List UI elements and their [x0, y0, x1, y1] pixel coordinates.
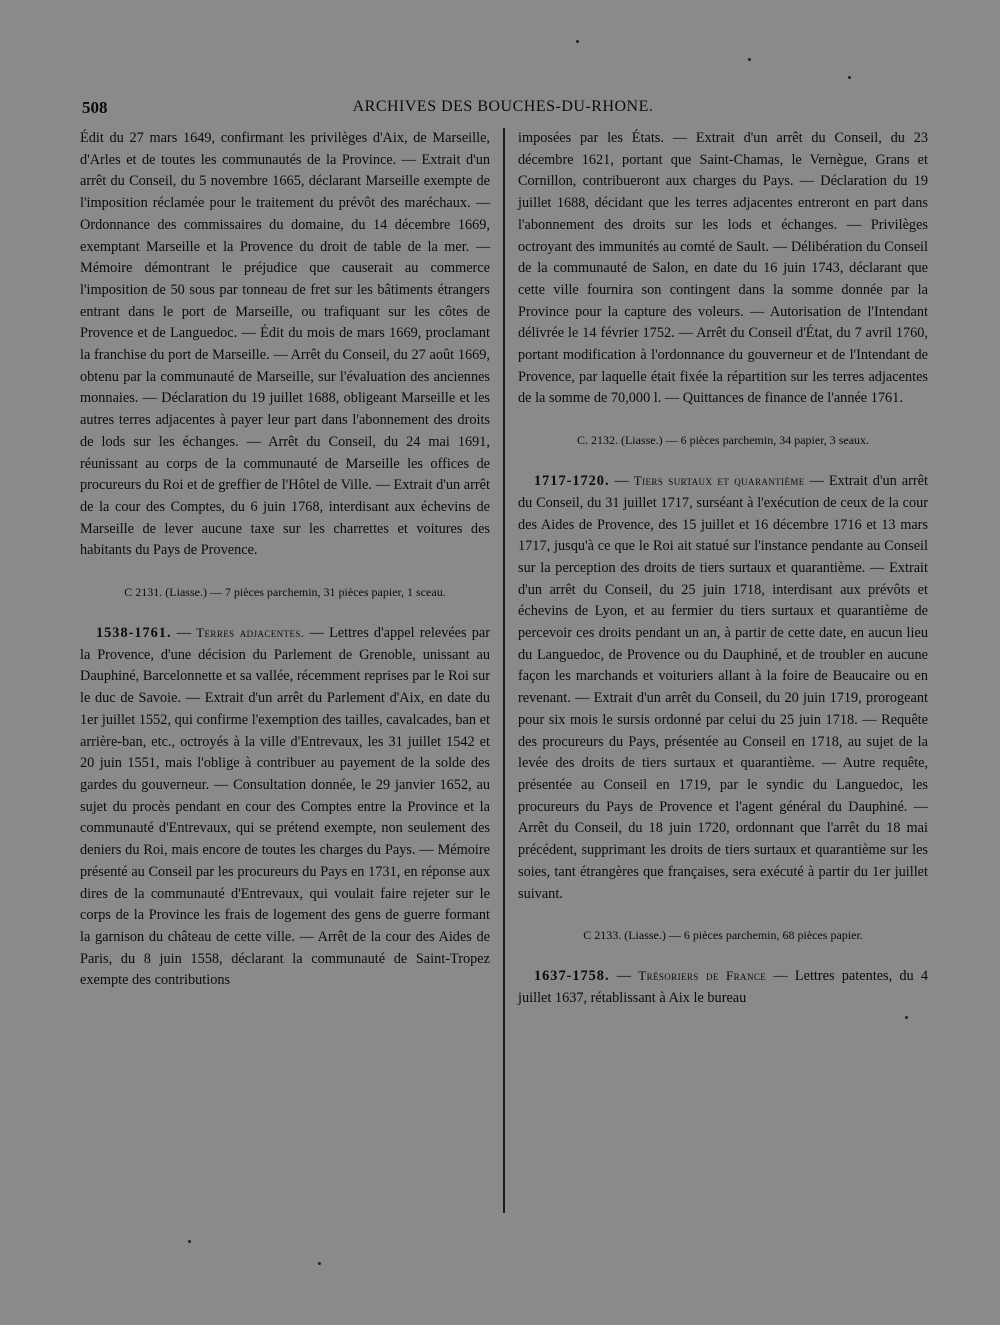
entry-tresoriers-de-france: 1637-1758. — Trésoriers de France — Lettres patentes, du 4 juillet 1637, rétablissant à Aix le bureau [518, 968, 929, 1006]
scan-speck [318, 1262, 321, 1265]
page-header [82, 98, 924, 124]
scan-speck [905, 1016, 908, 1019]
left-column [80, 128, 490, 992]
running-title: ARCHIVES DES BOUCHES-DU-RHONE. [352, 98, 654, 115]
cote-2133: C 2133. (Liasse.) — 6 pièces parchemin, 68 pièces papier. [583, 928, 863, 943]
cote-2131: C 2131. (Liasse.) — 7 pièces parchemin, 31 pièces papier, 1 sceau. [124, 585, 446, 600]
cote-2132: C. 2132. (Liasse.) — 6 pièces parchemin, 34 papier, 3 seaux. [576, 433, 870, 448]
entry-title: Tiers surtaux et quarantième [633, 473, 805, 489]
page-number: 508 [82, 98, 108, 117]
entry-date: 1538-1761. [96, 625, 172, 642]
entry-title: Terres adjacentes. [196, 625, 305, 641]
column-divider [503, 128, 505, 1213]
entry-terres-adjacentes: 1538-1761. — Terres adjacentes. — Lettres d'appel relevées par la Provence, d'une décision du Parlement de Grenoble, unissant au Dauphiné, Barcelonnette et sa vallée, récemment reprises par le Roi sur le duc de Savoie. — Extrait d'un arrêt du Parlement d'Aix, en date du 1er juillet 1552, qui confirme l'exemption des tailles, cavalcades, ban et arrière-ban, etc., octroyés à la ville d'Entrevaux, les 31 juillet 1542 et 20 juin 1551, mais l'oblige à contribuer au payement de la solde des gardes du gouverneur. — Consultation donnée, le 29 janvier 1652, au sujet du procès pendant en cour des Comptes entre la Province et la communauté d'Entrevaux, qui se prétend exempte, non seulement des deniers du Roi, mais encore de toutes les charges du Pays. — Mémoire présenté au Conseil par les procureurs du Pays en 1731, en réponse aux dires de la communauté d'Entrevaux, qui voulait faire rejeter sur le corps de la Province les frais de logement des gens de guerre formant la garnison du château de cette ville. — Arrêt de la cour des Aides de Paris, du 8 juin 1558, déclarant la communauté de Saint-Tropez exempte des contributions [80, 625, 491, 989]
scan-speck [748, 58, 751, 61]
entry-body: Extrait d'un arrêt du Conseil, du 31 juillet 1717, surséant à l'exécution de ceux de la cour des Aides de Provence, des 15 juillet et 16 décembre 1716 et 13 mars 1717, jusqu'à ce que le Roi ait statué sur l'instance pendante au Conseil sur la perception des droits de tiers surtaux et quarantième. — Extrait d'un arrêt du Conseil, du 25 juin 1718, interdisant aux prévôts et échevins de Lyon, et au fermier du tiers surtaux et quarantième de percevoir ces droits pendant un an, à partir de cette date, en aucun lieu du Languedoc, de Provence ou du Dauphiné, et de troubler en aucune façon les marchands et voituriers allant à la foire de Beaucaire ou en revenant. — Extrait d'un arrêt du Conseil, du 20 juin 1719, prorogeant pour six mois le sursis ordonné par celui du 25 juin 1718. — Requête des procureurs du Pays, présentée au Conseil en 1718, au sujet de la levée des droits de tiers surtaux et quarantième. — Autre requête, présentée au Conseil en 1719, par le syndic du Languedoc, les procureurs du Pays de Provence et l'agent général du Dauphiné. — Arrêt du Conseil, du 18 juin 1720, ordonnant que l'arrêt du 18 mai précédent, supprimant les droits de tiers surtaux et quarantième sur les soies, tant étrangères que françaises, sera exécuté à partir du 1er juillet suivant. [518, 473, 928, 902]
continuation-paragraph: Édit du 27 mars 1649, confirmant les privilèges d'Aix, de Marseille, d'Arles et de toutes les communautés de la Province. — Extrait d'un arrêt du Conseil, du 5 novembre 1665, déclarant Marseille exempte de l'imposition réclamée pour le traitement du prévôt des maréchaux. — Ordonnance des commissaires du domaine, du 14 décembre 1669, exemptant Marseille et la Provence du droit de table de la mer. — Mémoire démontrant le préjudice que causerait au commerce l'imposition de 50 sous par tonneau de fret sur les bâtiments étrangers entrant dans le port de Marseille, ou trafiquant sur les côtes de Provence et de Languedoc. — Édit du mois de mars 1669, proclamant la franchise du port de Marseille. — Arrêt du Conseil, du 27 août 1669, obtenu par la communauté de Marseille, sur l'évaluation des anciennes monnaies. — Déclaration du 19 juillet 1688, obligeant Marseille et les autres terres adjacentes à payer leur part dans l'abonnement des droits de lods sur les échanges. — Arrêt du Conseil, du 24 mai 1691, réunissant au corps de la communauté de Marseille les offices de procureurs du Roi et de greffier de l'Hôtel de Ville. — Extrait d'un arrêt de la cour des Comptes, du 6 juin 1768, interdisant aux échevins de Marseille de lever aucune taxe sur les charrettes et voitures des habitants du Pays de Provence. [80, 130, 490, 559]
scan-speck [576, 40, 579, 43]
continuation-paragraph: imposées par les États. — Extrait d'un arrêt du Conseil, du 23 décembre 1621, portant que Saint-Chamas, le Vernègue, Grans et Cornillon, contribueront aux charges du Pays. — Déclaration du 19 juillet 1688, décidant que les terres adjacentes entreront en part dans l'abonnement des droits sur les lods et échanges. — Privilèges octroyant des immunités au comté de Sault. — Délibération du Conseil de la communauté de Salon, en date du 16 juin 1743, déclarant que cette ville fournira son contingent dans la somme donnée par la Province pour la capture des voleurs. — Autorisation de l'Intendant délivrée le 14 février 1752. — Arrêt du Conseil d'État, du 7 avril 1760, portant modification à l'ordonnance du gouverneur et de l'Intendant de Provence, par laquelle était fixée la répartition sur les terres adjacentes de la somme de 70,000 l. — Quittances de finance de l'année 1761. [518, 130, 928, 407]
entry-body: Lettres d'appel relevées par la Provence, d'une décision du Parlement de Grenoble, unissant au Dauphiné, Barcelonnette et sa vallée, récemment reprises par le Roi sur le duc de Savoie. — Extrait d'un arrêt du Parlement d'Aix, en date du 1er juillet 1552, qui confirme l'exemption des tailles, cavalcades, ban et arrière-ban, etc., octroyés à la ville d'Entrevaux, les 31 juillet 1542 et 20 juin 1551, mais l'oblige à contribuer au payement de la solde des gardes du gouverneur. — Consultation donnée, le 29 janvier 1652, au sujet du procès pendant en cour des Comptes entre la Province et la communauté d'Entrevaux, qui se prétend exempte, non seulement des deniers du Roi, mais encore de toutes les charges du Pays. — Mémoire présenté au Conseil par les procureurs du Pays en 1731, en réponse aux dires de la communauté d'Entrevaux, qui voulait faire rejeter sur le corps de la Province les frais de logement des gens de guerre formant la garnison du château de cette ville. — Arrêt de la cour des Aides de Paris, du 8 juin 1558, déclarant la communauté de Saint-Tropez exempte des contributions [80, 625, 491, 989]
entry-tiers-surtaux: 1717-1720. — Tiers surtaux et quarantième — Extrait d'un arrêt du Conseil, du 31 juillet 1717, surséant à l'exécution de ceux de la cour des Aides de Provence, des 15 juillet et 16 décembre 1716 et 13 mars 1717, jusqu'à ce que le Roi ait statué sur l'instance pendante au Conseil sur la perception des droits de tiers surtaux et quarantième. — Extrait d'un arrêt du Conseil, du 25 juin 1718, interdisant aux prévôts et échevins de Lyon, et au fermier du tiers surtaux et quarantième de percevoir ces droits pendant un an, à partir de cette date, en aucun lieu du Languedoc, de Provence ou du Dauphiné, et de troubler en aucune façon les marchands et voituriers allant à la foire de Beaucaire ou en revenant. — Extrait d'un arrêt du Conseil, du 20 juin 1719, prorogeant pour six mois le sursis ordonné par celui du 25 juin 1718. — Requête des procureurs du Pays, présentée au Conseil en 1718, au sujet de la levée des droits de tiers surtaux et quarantième. — Autre requête, présentée au Conseil en 1719, par le syndic du Languedoc, les procureurs du Pays de Provence et l'agent général du Dauphiné. — Arrêt du Conseil, du 18 juin 1720, ordonnant que l'arrêt du 18 mai précédent, supprimant les droits de tiers surtaux et quarantième sur les soies, tant étrangères que françaises, sera exécuté à partir du 1er juillet suivant. [518, 473, 928, 902]
scan-speck [848, 76, 851, 79]
entry-body: Lettres patentes, du 4 juillet 1637, rétablissant à Aix le bureau [518, 968, 929, 1006]
entry-date: 1717-1720. [534, 473, 610, 490]
entry-date: 1637-1758. [534, 968, 610, 985]
scan-speck [188, 1240, 191, 1243]
entry-title: Trésoriers de France [638, 968, 767, 984]
right-column [518, 128, 928, 1010]
